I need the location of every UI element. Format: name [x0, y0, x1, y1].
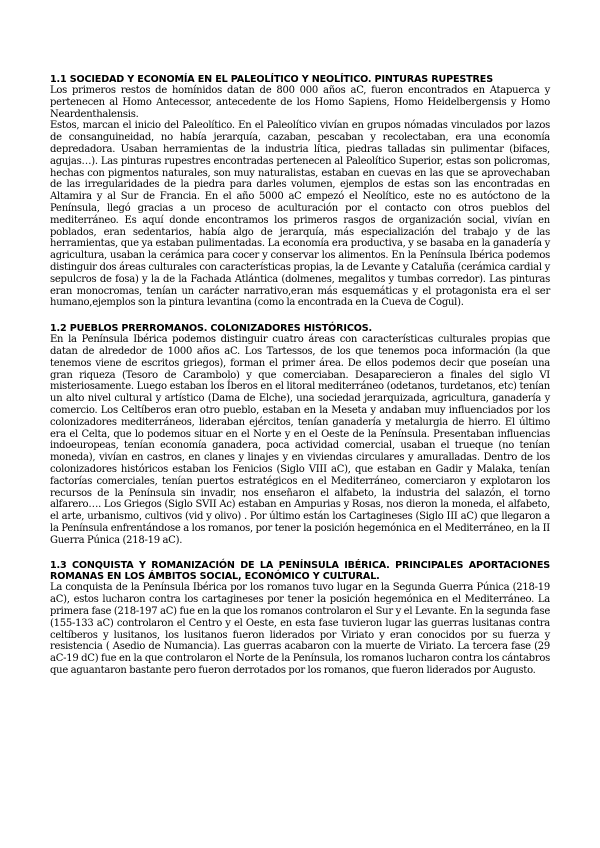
section-paragraph: Estos, marcan el inicio del Paleolítico. En el Paleolítico vivían en grupos nómadas vinculados por lazos de consanguineidad, no había jerarquía, cazaban, pescaban y recolectaban, era una economía depredadora. Usaban herramientas de la industria lítica, piedras talladas sin pulimentar (bifaces, agujas…). Las pinturas rupestres encontradas pertenecen al Paleolítico Superior, estas son policromas, hechas con pigmentos naturales, son muy naturalistas, estaban en cuevas en las que se aprovechaban de las irregularidades de la piedra para darles volumen, ejemplos de estas son las encontradas en Altamira y al Sur de Francia. En el año 5000 aC empezó el Neolítico, este no es autóctono de la Península, llegó gracias a un proceso de aculturación por el contacto con otros pueblos del mediterráneo. Es aquí donde encontramos los primeros rasgos de organización social, vivían en poblados, eran sedentarios, había algo de jerarquía, más especialización del trabajo y de las herramientas, que ya estaban pulimentadas. La economía era productiva, y se basaba en la ganadería y agricultura, usaban la cerámica para cocer y conservar los alimentos. En la Península Ibérica podemos distinguir dos áreas culturales con características propias, la de Levante y Cataluña (cerámica cardial y sepulcros de fosa) y la de la Fachada Atlántica (dolmenes, megalitos y tumbas corredor). Las pinturas eran monocromas, tenían un carácter narrativo,eran más esquemáticas y el protagonista era el ser humano,ejemplos son la pintura levantina (como la encontrada en la Cueva de Cogul). [50, 120, 550, 309]
section-paragraph: Los primeros restos de homínidos datan de 800 000 años aC, fueron encontrados en Atapuerca y pertenecen al Homo Antecessor, antecedente de los Homo Sapiens, Homo Heidelbergensis y Homo Neardenthalensis. [50, 85, 550, 120]
section-heading: 1.1 SOCIEDAD Y ECONOMÍA EN EL PALEOLÍTICO Y NEOLÍTICO. PINTURAS RUPESTRES [50, 74, 493, 85]
section-paragraph: En la Península Ibérica podemos distinguir cuatro áreas con características culturales propias que datan de alrededor de 1000 años aC. Los Tartessos, de los que tenemos poca información (la que tenemos viene de escritos griegos), forman el primer área. De ellos podemos decir que poseían una gran riqueza (Tesoro de Carambolo) y que comerciaban. Desaparecieron a finales del siglo VI misteriosamente. Luego estaban los Íberos en el litoral mediterráneo (odetanos, turdetanos, etc) tenían un alto nivel cultural y artístico (Dama de Elche), una sociedad jerarquizada, agricultura, ganadería y comercio. Los Celtíberos eran otro pueblo, estaban en la Meseta y andaban muy influenciados por los colonizadores mediterráneos, lideraban ejércitos, tenían ganadería y metalurgia de hierro. El último era el Celta, que lo podemos situar en el Norte y en el Oeste de la Península. Presentaban influencias indoeuropeas, tenían economía ganadera, poca actividad comercial, usaban el trueque (no tenían moneda), vivían en castros, en clanes y linajes y en viviendas circulares y amuralladas. Dentro de los colonizadores históricos estaban los Fenicios (Siglo VIII aC), que estaban en Gadir y Malaka, tenían factorías comerciales, tenían puertos estratégicos en el Mediterráneo, comerciaron y explotaron los recursos de la Península sin invadir, nos enseñaron el alfabeto, la industria del salazón, el torno alfarero…. Los Griegos (Siglo SVII Ac) estaban en Ampurias y Rosas, nos dieron la moneda, el alfabeto, el arte, urbanismo, cultivos (vid y olivo) . Por último están los Cartagineses (Siglo III aC) que llegaron a la Península enfrentándose a los romanos, por tener la posición hegemónica en el Mediterráneo, en la II Guerra Púnica (218-19 aC). [50, 334, 550, 546]
section-paragraph: La conquista de la Península Ibérica por los romanos tuvo lugar en la Segunda Guerra Púnica (218-19 aC), estos lucharon contra los cartagineses por tener la posición hegemónica en el Mediterráneo. La primera fase (218-197 aC) fue en la que los romanos controlaron el Sur y el Levante. En la segunda fase (155-133 aC) controlaron el Centro y el Oeste, en esta fase tuvieron lugar las guerras lusitanas contra celtíberos y lusitanos, los lusitanos fueron liderados por Viriato y eran conocidos por su fuerza y resistencia ( Asedio de Numancia). Las guerras acabaron con la muerte de Viriato. La tercera fase (29 aC-19 dC) fue en la que controlaron el Norte de la Península, los romanos lucharon contra los cántabros que aguantaron bastante pero fueron derrotados por los romanos, que fueron liderados por Augusto. [50, 582, 550, 677]
section-pueblos-prerromanos [50, 323, 550, 546]
document-content [50, 74, 550, 677]
section-heading: 1.2 PUEBLOS PRERROMANOS. COLONIZADORES HISTÓRICOS. [50, 323, 372, 335]
section-paleolitico-neolitico [50, 74, 550, 309]
section-heading: 1.3 CONQUISTA Y ROMANIZACIÓN DE LA PENÍNSULA IBÉRICA. PRINCIPALES APORTACIONES ROMANAS EN LOS ÁMBITOS SOCIAL, ECONÓMICO Y CULTURAL. [50, 560, 550, 583]
section-conquista-romanizacion [50, 560, 550, 676]
